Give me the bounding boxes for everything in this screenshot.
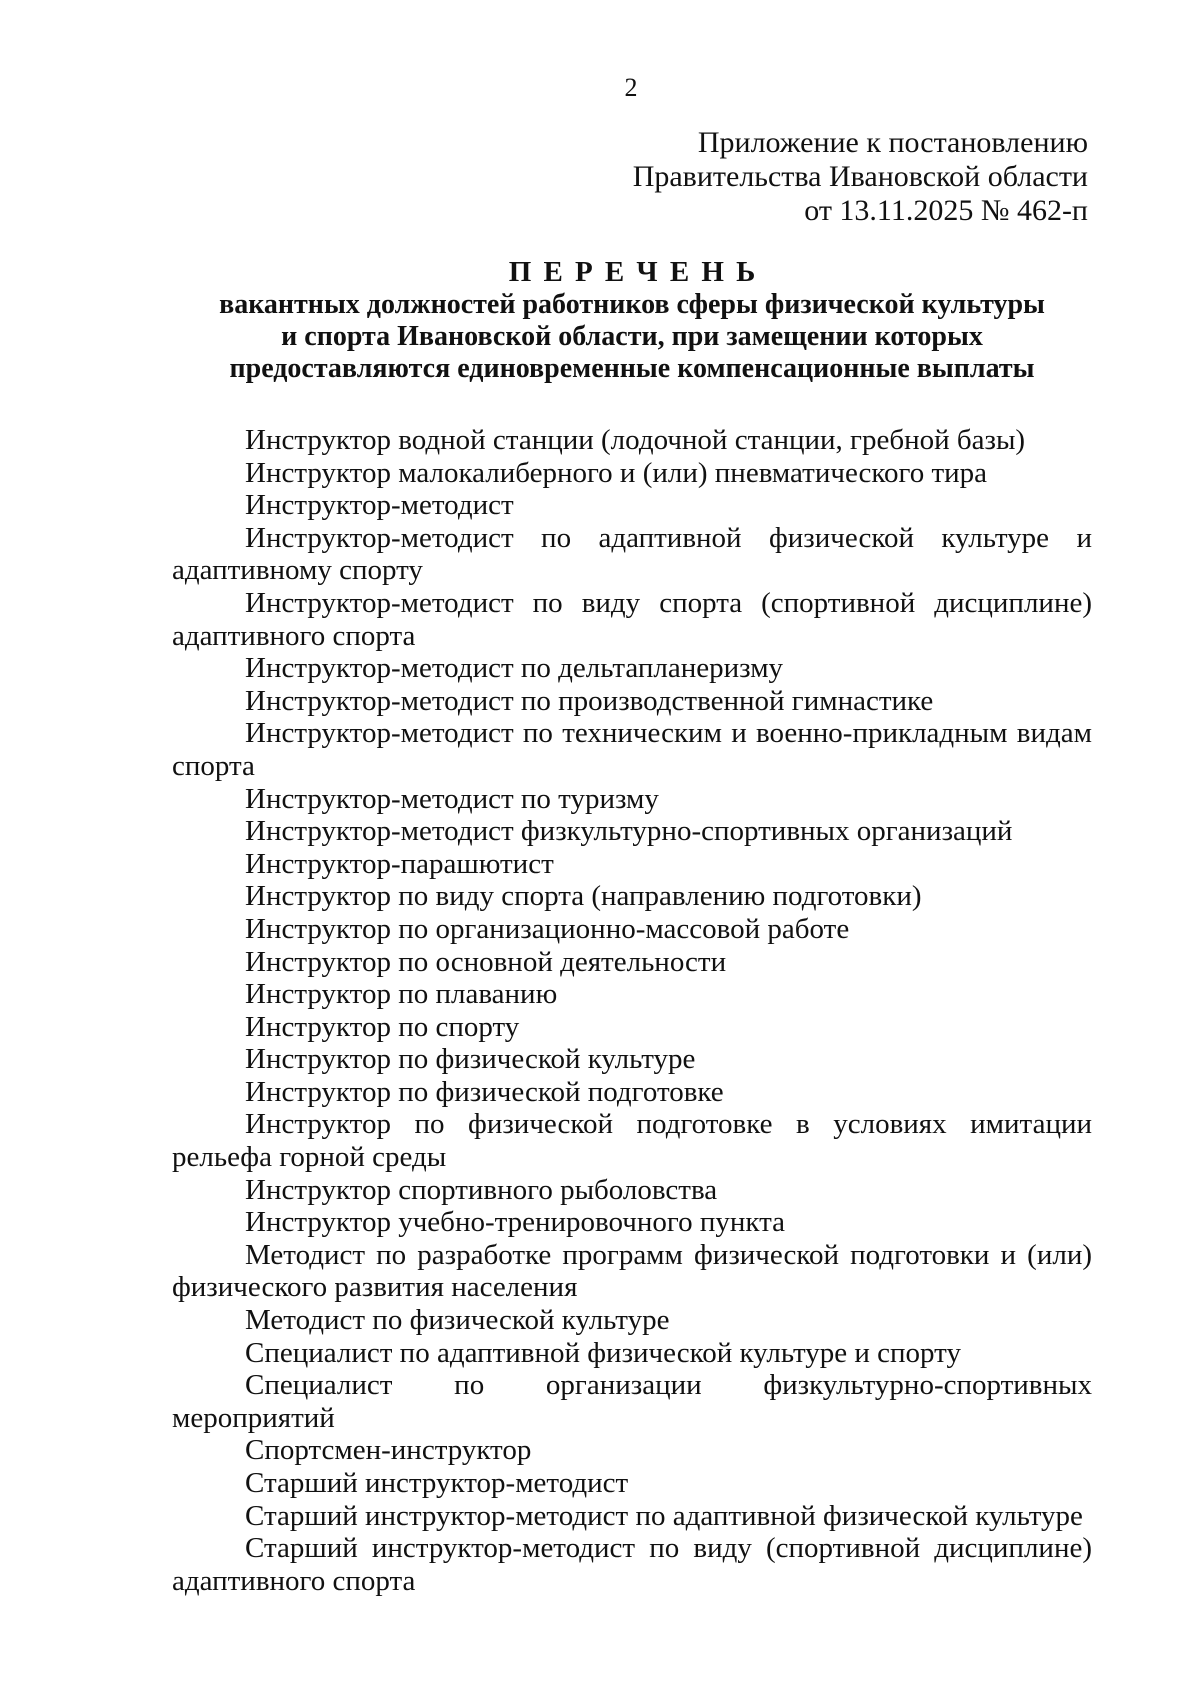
list-item: Старший инструктор-методист по виду (спортивной дисциплине) адаптивного спорта — [172, 1532, 1092, 1597]
subtitle-line-1: вакантных должностей работников сферы физической культуры — [219, 289, 1045, 320]
document-subtitle — [172, 289, 1092, 385]
list-item: Инструктор по физической культуре — [245, 1043, 696, 1076]
list-item: Инструктор-методист по дельтапланеризму — [245, 652, 784, 685]
list-item: Инструктор-методист физкультурно-спортивных организаций — [245, 815, 1013, 848]
list-item: Инструктор по плаванию — [245, 978, 558, 1011]
list-item: Инструктор-парашютист — [245, 847, 554, 880]
list-item: Методист по физической культуре — [245, 1304, 670, 1337]
list-item: Инструктор по физической подготовке в условиях имитации рельефа горной среды — [172, 1108, 1092, 1174]
positions-list — [172, 424, 1092, 1597]
list-item: Инструктор по организационно-массовой работе — [245, 912, 850, 945]
subtitle-line-2: и спорта Ивановской области, при замещении которых — [281, 321, 983, 352]
list-item: Инструктор по спорту — [245, 1010, 520, 1043]
list-item: Инструктор учебно-тренировочного пункта — [245, 1206, 785, 1239]
subtitle-line-3: предоставляются единовременные компенсационные выплаты — [229, 353, 1035, 384]
list-item: Инструктор-методист по техническим и военно-прикладным видам спорта — [172, 717, 1092, 782]
appendix-reference — [633, 126, 1088, 228]
list-item: Инструктор спортивного рыболовства — [245, 1173, 718, 1206]
list-item: Инструктор-методист — [245, 489, 514, 522]
appendix-line-3: от 13.11.2025 № 462-п — [804, 194, 1088, 227]
page-number: 2 — [624, 73, 638, 102]
list-item: Инструктор-методист по виду спорта (спортивной дисциплине) адаптивного спорта — [172, 586, 1092, 652]
list-item: Инструктор по виду спорта (направлению подготовки) — [245, 880, 922, 913]
document-heading — [172, 255, 1092, 385]
list-item: Специалист по организации физкультурно-спортивных мероприятий — [172, 1369, 1092, 1434]
document-title: ПЕРЕЧЕНЬ — [508, 256, 768, 288]
list-item: Методист по разработке программ физической подготовки и (или) физического развития населения — [172, 1238, 1092, 1304]
list-item: Инструктор-методист по производственной гимнастике — [245, 684, 934, 717]
list-item: Инструктор водной станции (лодочной станции, гребной базы) — [245, 424, 1026, 456]
list-item: Спортсмен-инструктор — [245, 1434, 532, 1467]
list-item: Инструктор по физической подготовке — [245, 1075, 724, 1108]
list-item: Специалист по адаптивной физической культуре и спорту — [245, 1336, 961, 1369]
appendix-line-1: Приложение к постановлению — [697, 126, 1088, 159]
list-item: Старший инструктор-методист по адаптивной физической культуре — [245, 1499, 1083, 1532]
list-item: Инструктор малокалиберного и (или) пневматического тира — [245, 456, 988, 489]
list-item: Старший инструктор-методист — [245, 1467, 629, 1499]
list-item: Инструктор-методист по адаптивной физической культуре и адаптивному спорту — [172, 521, 1092, 587]
list-item: Инструктор-методист по туризму — [245, 782, 659, 815]
appendix-line-2: Правительства Ивановской области — [632, 160, 1088, 193]
list-item: Инструктор по основной деятельности — [245, 945, 727, 978]
